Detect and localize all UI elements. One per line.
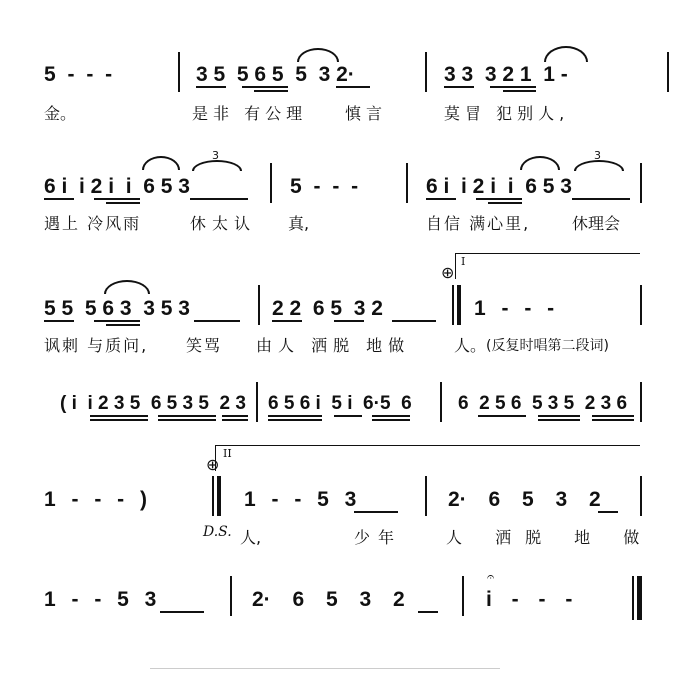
lyric: 由人 洒脱 地做 (256, 336, 411, 355)
notation-r4-m3: 6 2 5 6 5 3 5 2 3 6 (458, 393, 628, 414)
notation-r2-m1: 6 i i 2 i i 6 5 3 (44, 175, 190, 198)
lyric: 是非 有公理 (192, 104, 308, 123)
beam (334, 415, 362, 417)
beam (354, 511, 398, 513)
beam (158, 419, 216, 421)
triplet-mark: 3 (212, 149, 219, 162)
volta-bracket (455, 253, 640, 254)
notation-r3-m3: 1 - - - (474, 297, 555, 320)
repeat-barline (457, 285, 461, 325)
lyric: 休太认 (190, 214, 257, 233)
beam (503, 90, 536, 92)
barline (640, 163, 642, 203)
beam (44, 320, 74, 322)
barline (212, 476, 214, 516)
beam (598, 511, 618, 513)
notation-r3-m2: 2 2 6 5 3 2 (272, 297, 383, 320)
lyric: 人, (240, 528, 262, 547)
repeat-note: (反复时唱第二段词) (486, 338, 609, 354)
coda-sign-icon: ⊕ (441, 263, 455, 282)
barline (440, 382, 442, 422)
beam (106, 324, 140, 326)
beam (222, 419, 248, 421)
cropped-lyrics-edge (150, 668, 500, 669)
ds-marking: D.S. (203, 524, 232, 540)
beam (444, 86, 474, 88)
lyric: 遇上 冷风雨 (44, 214, 142, 233)
notation-r4-m2: 6 5 6 i 5 i 6·5 6 (268, 393, 412, 414)
lyric: 笑骂 (186, 336, 223, 355)
beam (268, 415, 322, 417)
barline (632, 576, 634, 620)
slur (104, 280, 150, 294)
notation-r6-m3: i - - - (486, 588, 573, 611)
notation-r2-m3: 6 i i 2 i i 6 5 3 (426, 175, 572, 198)
beam (190, 198, 248, 200)
volta-bracket (455, 253, 456, 279)
fermata-icon: 𝄐 (487, 570, 495, 585)
lyric: 讽刺 与质问, (44, 336, 149, 355)
beam (488, 202, 522, 204)
lyric: 真, (288, 214, 310, 233)
beam (196, 86, 226, 88)
notation-r1-m2: 3 5 5 6 5 5 3 2· (196, 63, 355, 86)
beam (538, 415, 580, 417)
notation-r6-m1: 1 - - 5 3 (44, 588, 157, 611)
barline (462, 576, 464, 616)
notation-r5-m1: 1 - - - ) (44, 488, 147, 511)
notation-r2-m2: 5 - - - (290, 175, 359, 198)
lyric: 休理会 (572, 214, 621, 233)
volta-label: I (461, 255, 466, 268)
beam (254, 90, 288, 92)
slur (142, 156, 180, 170)
beam (592, 419, 634, 421)
beam (158, 415, 216, 417)
lyric: 莫冒 犯别人, (444, 104, 570, 123)
beam (334, 320, 364, 322)
notation-r1-m1: 5 - - - (44, 63, 113, 86)
beam (592, 415, 634, 417)
beam (490, 86, 536, 88)
barline (270, 163, 272, 203)
beam (476, 198, 522, 200)
notation-r5-m3: 2· 6 5 3 2 (448, 488, 601, 511)
lyric: 人。 (454, 336, 487, 355)
beam (372, 415, 410, 417)
coda-sign-icon: ⊕ (206, 455, 220, 474)
notation-r5-m2: 1 - - 5 3 (244, 488, 357, 511)
beam (426, 198, 456, 200)
barline (178, 52, 180, 92)
beam (106, 202, 140, 204)
beam (272, 320, 302, 322)
beam (242, 86, 288, 88)
slur (520, 156, 560, 170)
lyric: 人 洒脱 地 做 (446, 528, 654, 547)
notation-r1-m3: 3 3 3 2 1 1 - (444, 63, 568, 86)
beam (268, 419, 322, 421)
barline (425, 52, 427, 92)
barline (406, 163, 408, 203)
beam (222, 415, 248, 417)
barline (640, 382, 642, 422)
beam (418, 611, 438, 613)
barline (230, 576, 232, 616)
triplet-mark: 3 (594, 149, 601, 162)
repeat-barline (217, 476, 221, 516)
volta-label: II (223, 447, 232, 460)
beam (538, 419, 580, 421)
notation-r4-m1: ( i i 2 3 5 6 5 3 5 2 3 (60, 393, 246, 414)
beam (336, 86, 370, 88)
barline (425, 476, 427, 516)
beam (90, 415, 148, 417)
slur (544, 46, 588, 62)
beam (392, 320, 436, 322)
beam (90, 419, 148, 421)
barline (256, 382, 258, 422)
beam (160, 611, 204, 613)
beam (372, 419, 410, 421)
beam (572, 198, 630, 200)
barline (667, 52, 669, 92)
beam (44, 198, 74, 200)
beam (194, 320, 240, 322)
final-barline (637, 576, 642, 620)
slur (297, 48, 339, 62)
notation-r6-m2: 2· 6 5 3 2 (252, 588, 405, 611)
barline (452, 285, 454, 325)
lyric: 自信 满心里, (426, 214, 531, 233)
beam (94, 320, 140, 322)
beam (478, 415, 526, 417)
lyric: 金。 (44, 104, 77, 123)
lyric: 慎言 (345, 104, 388, 123)
beam (94, 198, 140, 200)
volta-bracket (215, 445, 640, 446)
barline (640, 285, 642, 325)
notation-r3-m1: 5 5 5 6 3 3 5 3 (44, 297, 190, 320)
barline (640, 476, 642, 516)
barline (258, 285, 260, 325)
lyric: 少年 (354, 528, 403, 547)
